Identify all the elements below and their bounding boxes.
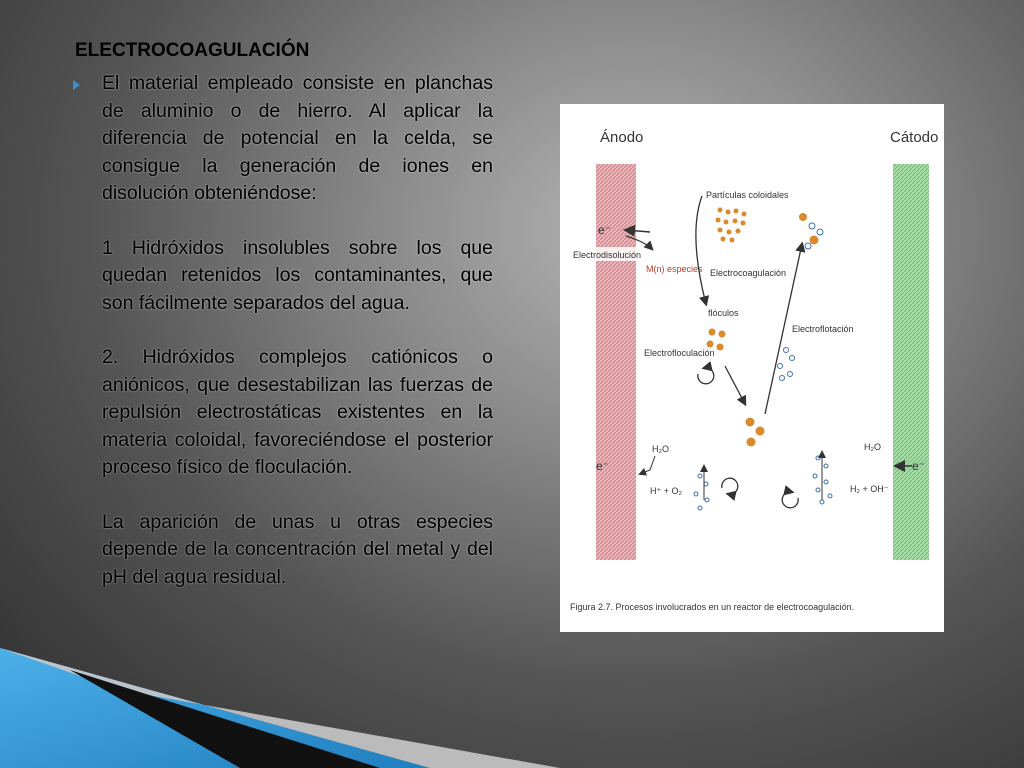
electroflotacion-label: Electroflotación xyxy=(792,324,854,334)
triangle-bullet-icon xyxy=(73,80,80,90)
coagulation-arrow-icon xyxy=(696,196,706,304)
paragraph-4: La aparición de unas u otras especies depende de la concentración del metal y del pH del agua residual. xyxy=(102,510,493,588)
anode-electron-label-2: e⁻ xyxy=(596,459,610,473)
anode-reaction-arrow-icon xyxy=(640,456,655,474)
anode-products-label: H⁺ + O₂ xyxy=(650,486,683,496)
rotation-arrow-icon xyxy=(698,368,714,384)
particulas-label: Partículas coloidales xyxy=(706,190,789,200)
paragraph-2: 1 Hidróxidos insolubles sobre los que quedan retenidos los contaminantes, que son fácilmente separados del agua. xyxy=(102,236,493,314)
rotation-arrow-icon xyxy=(722,478,738,494)
mn-species-label: M(n) especies xyxy=(646,264,703,274)
figure-caption: Figura 2.7. Procesos involucrados en un reactor de electrocoagulación. xyxy=(570,602,855,612)
slide-title: ELECTROCOAGULACIÓN xyxy=(75,40,310,61)
floc-particles-icon xyxy=(707,329,726,351)
slide-body xyxy=(102,70,493,591)
electrocoagulacion-label: Electrocoagulación xyxy=(710,268,787,278)
cathode-electron-label: e⁻ xyxy=(912,459,926,473)
electrodisolucion-label: Electrodisolución xyxy=(573,250,642,260)
bubbles-icon xyxy=(778,348,795,381)
settling-arrow-icon xyxy=(725,366,745,404)
paragraph-3: 2. Hidróxidos complejos catiónicos o aniónicos, que desestabilizan las fuerzas de repulsión electrostáticas existentes en la materia coloidal, favoreciéndose el posterior proceso físico de floculación. xyxy=(102,346,493,478)
colloidal-particles-icon xyxy=(716,208,747,243)
cathode-plate xyxy=(893,164,929,560)
anode-bubbles-icon xyxy=(694,474,709,510)
paragraph-1: El material empleado consiste en planchas de aluminio o de hierro. Al aplicar la diferencia de potencial en la celda, se consigue la generación de iones en disolución obteniéndose: xyxy=(102,72,493,204)
anode-electron-label: e⁻ xyxy=(598,223,612,237)
electrocoagulation-figure xyxy=(560,104,944,632)
cathode-water-label: H₂O xyxy=(864,442,881,452)
cathode-label: Cátodo xyxy=(890,129,939,146)
floculos-label: flóculos xyxy=(708,308,739,318)
floated-particles-icon xyxy=(799,213,823,249)
anode-label: Ánodo xyxy=(600,129,644,146)
anode-water-label: H₂O xyxy=(652,444,669,454)
rotation-arrow-icon xyxy=(782,492,798,508)
settled-flocs-icon xyxy=(746,418,765,447)
electrofloculacion-label: Electrofloculación xyxy=(644,348,715,358)
cathode-products-label: H₂ + OH⁻ xyxy=(850,484,889,494)
